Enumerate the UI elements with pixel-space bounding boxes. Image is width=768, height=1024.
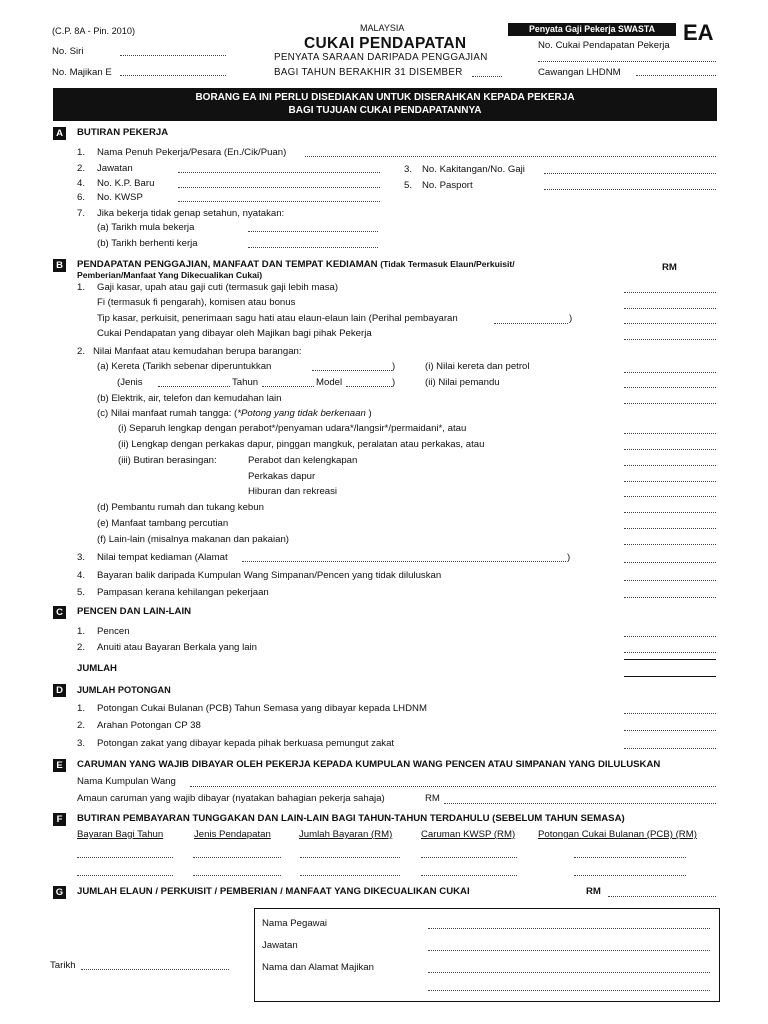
f-r2-year[interactable] bbox=[77, 875, 173, 876]
f-r1-pcb[interactable] bbox=[574, 857, 686, 858]
date-field[interactable] bbox=[81, 969, 229, 970]
total-line-bottom bbox=[624, 676, 716, 677]
b2c-label-text: (c) Nilai manfaat rumah tangga: ( bbox=[97, 408, 238, 419]
a6-label: No. KWSP bbox=[97, 192, 143, 203]
f-r1-year[interactable] bbox=[77, 857, 173, 858]
section-g-letter: G bbox=[53, 886, 66, 899]
section-g-title: JUMLAH ELAUN / PERKUISIT / PEMBERIAN / MANFAAT YANG DIKECUALIKAN CUKAI bbox=[77, 886, 470, 897]
country-label: MALAYSIA bbox=[360, 23, 405, 33]
b2d-amount[interactable] bbox=[624, 512, 716, 513]
b2a-tahun-label: Tahun bbox=[232, 377, 259, 388]
b5-amount[interactable] bbox=[624, 597, 716, 598]
pcb-amount[interactable] bbox=[624, 713, 716, 714]
total-line-top bbox=[624, 659, 716, 660]
b2b-amount[interactable] bbox=[624, 403, 716, 404]
b2a-jenis-label: (Jenis bbox=[117, 377, 143, 388]
a4-label: No. K.P. Baru bbox=[97, 178, 155, 189]
car-year-field[interactable] bbox=[262, 386, 314, 387]
banner-line-2: BAGI TUJUAN CUKAI PENDAPATANNYA bbox=[288, 105, 482, 116]
form-subtitle-1: PENYATA SARAAN DARIPADA PENGGAJIAN bbox=[274, 52, 488, 63]
b2-label: Nilai Manfaat atau kemudahan berupa barangan: bbox=[93, 346, 302, 357]
tax-number-field[interactable] bbox=[538, 61, 716, 62]
no-siri-field[interactable] bbox=[120, 55, 226, 56]
section-b-title-note-2: Pemberian/Manfaat Yang Dikecualikan Cukai) bbox=[77, 270, 263, 280]
b2a-model-label: Model bbox=[316, 377, 343, 388]
d1-label: Potongan Cukai Bulanan (PCB) Tahun Semasa yang dibayar kepada LHDNM bbox=[97, 703, 427, 714]
b5-num: 5. bbox=[77, 587, 86, 598]
b2c-i-label: (i) Separuh lengkap dengan perabot*/penyaman udara*/langsir*/permaidani*, atau bbox=[118, 423, 467, 434]
f-r2-pcb[interactable] bbox=[574, 875, 686, 876]
b2c-ii-label: (ii) Lengkap dengan perkakas dapur, pinggan mangkuk, peralatan atau perkakas, atau bbox=[118, 439, 485, 450]
officer-name-label: Nama Pegawai bbox=[262, 918, 328, 929]
no-majikan-field[interactable] bbox=[120, 75, 226, 76]
section-d-letter: D bbox=[53, 684, 66, 697]
f-col-amount: Jumlah Bayaran (RM) bbox=[299, 829, 393, 840]
car-date-field[interactable] bbox=[312, 370, 392, 371]
b3-close: ) bbox=[567, 552, 571, 563]
b1a-amount[interactable] bbox=[624, 292, 716, 293]
section-b-rm-header: RM bbox=[662, 262, 677, 273]
b1b-label: Fi (termasuk fi pengarah), komisen atau bonus bbox=[97, 297, 296, 308]
b2c-label bbox=[97, 408, 372, 420]
f-r1-amount[interactable] bbox=[300, 857, 400, 858]
section-b-title-main: PENDAPATAN PENGGAJIAN, MANFAAT DAN TEMPAT KEDIAMAN bbox=[77, 259, 378, 270]
car-model-field[interactable] bbox=[346, 386, 392, 387]
b1c-close: ) bbox=[569, 313, 573, 324]
form-id-ea: EA bbox=[683, 20, 714, 45]
section-b-letter: B bbox=[53, 259, 66, 272]
kwsp-field[interactable] bbox=[178, 201, 380, 202]
b4-label: Bayaran balik daripada Kumpulan Wang Simpanan/Pencen yang tidak diluluskan bbox=[97, 570, 442, 581]
b2c-close: ) bbox=[368, 408, 372, 419]
b2d-label: (d) Pembantu rumah dan tukang kebun bbox=[97, 502, 264, 513]
b1d-label: Cukai Pendapatan yang dibayar oleh Majikan bagi pihak Pekerja bbox=[97, 328, 372, 339]
a2-label: Jawatan bbox=[97, 163, 133, 174]
instruction-banner bbox=[53, 88, 717, 121]
b2a-model-close: ) bbox=[392, 377, 396, 388]
officer-position-field[interactable] bbox=[428, 950, 710, 951]
cp38-amount[interactable] bbox=[624, 730, 716, 731]
f-r2-kwsp[interactable] bbox=[421, 875, 517, 876]
passport-field[interactable] bbox=[544, 189, 716, 190]
a5-label: No. Pasport bbox=[422, 180, 473, 191]
e2-rm: RM bbox=[425, 793, 440, 804]
fund-name-field[interactable] bbox=[190, 786, 716, 787]
b2c-iii-entertainment: Hiburan dan rekreasi bbox=[248, 486, 338, 497]
e2-label: Amaun caruman yang wajib dibayar (nyatakan bahagian pekerja sahaja) bbox=[77, 793, 385, 804]
b2c-iii-label: (iii) Butiran berasingan: bbox=[118, 455, 217, 466]
end-date-field[interactable] bbox=[248, 247, 378, 248]
f-col-year: Bayaran Bagi Tahun bbox=[77, 829, 164, 840]
f-col-kwsp: Caruman KWSP (RM) bbox=[421, 829, 516, 840]
b2c-note: *Potong yang tidak berkenaan bbox=[237, 408, 366, 419]
b1-num: 1. bbox=[77, 282, 86, 293]
b2a-i-label: (i) Nilai kereta dan petrol bbox=[425, 361, 530, 372]
form-title: CUKAI PENDAPATAN bbox=[304, 35, 467, 52]
address-field[interactable] bbox=[242, 561, 566, 562]
f-r2-amount[interactable] bbox=[300, 875, 400, 876]
section-d-title: JUMLAH POTONGAN bbox=[77, 685, 171, 695]
b3-label: Nilai tempat kediaman (Alamat bbox=[97, 552, 228, 563]
b2c-iii-kitchen: Perkakas dapur bbox=[248, 471, 316, 482]
a7-num: 7. bbox=[77, 208, 86, 219]
a7b-label: (b) Tarikh berhenti kerja bbox=[97, 238, 198, 249]
exempt-allowance-amount[interactable] bbox=[608, 896, 716, 897]
total-label: JUMLAH bbox=[77, 663, 117, 674]
b2b-label: (b) Elektrik, air, telefon dan kemudahan lain bbox=[97, 393, 282, 404]
a2-num: 2. bbox=[77, 163, 86, 174]
branch-field[interactable] bbox=[636, 75, 716, 76]
a1-num: 1. bbox=[77, 147, 86, 158]
f-col-income-type: Jenis Pendapatan bbox=[194, 829, 271, 840]
zakat-amount[interactable] bbox=[624, 748, 716, 749]
b1b-amount[interactable] bbox=[624, 308, 716, 309]
a1-label: Nama Penuh Pekerja/Pesara (En./Cik/Puan) bbox=[97, 147, 287, 158]
furniture-amount[interactable] bbox=[624, 465, 716, 466]
section-e-title: CARUMAN YANG WAJIB DIBAYAR OLEH PEKERJA KEPADA KUMPULAN WANG PENCEN ATAU SIMPANAN YANG DILULUSKAN bbox=[77, 759, 661, 770]
ic-number-field[interactable] bbox=[178, 187, 380, 188]
section-a-title: BUTIRAN PEKERJA bbox=[77, 127, 169, 138]
b3-num: 3. bbox=[77, 552, 86, 563]
officer-position-label: Jawatan bbox=[262, 940, 298, 951]
b2-num: 2. bbox=[77, 346, 86, 357]
pension-amount[interactable] bbox=[624, 636, 716, 637]
position-field[interactable] bbox=[178, 172, 380, 173]
form-code: (C.P. 8A - Pin. 2010) bbox=[52, 26, 136, 36]
section-c-letter: C bbox=[53, 606, 66, 619]
b2a-ii-label: (ii) Nilai pemandu bbox=[425, 377, 500, 388]
section-e-letter: E bbox=[53, 759, 66, 772]
form-subtitle-2: BAGI TAHUN BERAKHIR 31 DISEMBER bbox=[274, 67, 463, 78]
b1d-amount[interactable] bbox=[624, 339, 716, 340]
f-r1-kwsp[interactable] bbox=[421, 857, 517, 858]
a4-num: 4. bbox=[77, 178, 86, 189]
b1a-label: Gaji kasar, upah atau gaji cuti (termasuk gaji lebih masa) bbox=[97, 282, 339, 293]
b1c-label: Tip kasar, perkuisit, penerimaan sagu hati atau elaun-elaun lain (Perihal pembayaran bbox=[97, 313, 458, 324]
car-type-field[interactable] bbox=[158, 386, 230, 387]
f-r2-type[interactable] bbox=[193, 875, 281, 876]
a3-num: 3. bbox=[404, 164, 413, 175]
driver-value-amount[interactable] bbox=[624, 387, 716, 388]
c1-num: 1. bbox=[77, 626, 86, 637]
employer-name-address-field-2[interactable] bbox=[428, 990, 710, 991]
a7-label: Jika bekerja tidak genap setahun, nyatakan: bbox=[97, 208, 285, 219]
section-f-title: BUTIRAN PEMBAYARAN TUNGGAKAN DAN LAIN-LAIN BAGI TAHUN-TAHUN TERDAHULU (SEBELUM TAHUN SEMASA) bbox=[77, 813, 625, 824]
b2e-label: (e) Manfaat tambang percutian bbox=[97, 518, 229, 529]
d2-num: 2. bbox=[77, 720, 86, 731]
b2e-amount[interactable] bbox=[624, 528, 716, 529]
section-b-title-note: (Tidak Termasuk Elaun/Perkuisit/ bbox=[380, 259, 515, 269]
d3-num: 3. bbox=[77, 738, 86, 749]
section-c-title: PENCEN DAN LAIN-LAIN bbox=[77, 606, 192, 617]
date-label: Tarikh bbox=[50, 960, 76, 971]
b2c-i-amount[interactable] bbox=[624, 433, 716, 434]
b2f-amount[interactable] bbox=[624, 544, 716, 545]
start-date-field[interactable] bbox=[248, 231, 378, 232]
a3-label: No. Kakitangan/No. Gaji bbox=[422, 164, 525, 175]
branch-label: Cawangan LHDNM bbox=[538, 67, 621, 78]
no-majikan-label: No. Majikan E bbox=[52, 67, 112, 78]
tax-number-label: No. Cukai Pendapatan Pekerja bbox=[538, 40, 670, 51]
contribution-amount[interactable] bbox=[444, 803, 716, 804]
b2c-iii-furniture: Perabot dan kelengkapan bbox=[248, 455, 358, 466]
c2-label: Anuiti atau Bayaran Berkala yang lain bbox=[97, 642, 257, 653]
entertainment-amount[interactable] bbox=[624, 496, 716, 497]
no-siri-label: No. Siri bbox=[52, 46, 84, 57]
f-col-pcb: Potongan Cukai Bulanan (PCB) (RM) bbox=[538, 829, 697, 840]
b4-amount[interactable] bbox=[624, 580, 716, 581]
officer-name-field[interactable] bbox=[428, 928, 710, 929]
car-value-amount[interactable] bbox=[624, 372, 716, 373]
b3-amount[interactable] bbox=[624, 562, 716, 563]
d3-label: Potongan zakat yang dibayar kepada pihak berkuasa pemungut zakat bbox=[97, 738, 395, 749]
employer-name-address-field-1[interactable] bbox=[428, 972, 710, 973]
c2-num: 2. bbox=[77, 642, 86, 653]
private-employee-badge: Penyata Gaji Pekerja SWASTA bbox=[508, 23, 676, 36]
b5-label: Pampasan kerana kehilangan pekerjaan bbox=[97, 587, 269, 598]
b2a-close: ) bbox=[392, 361, 396, 372]
b2f-label: (f) Lain-lain (misalnya makanan dan pakaian) bbox=[97, 534, 289, 545]
b2c-ii-amount[interactable] bbox=[624, 449, 716, 450]
f-r1-type[interactable] bbox=[193, 857, 281, 858]
full-name-field[interactable] bbox=[305, 156, 716, 157]
d1-num: 1. bbox=[77, 703, 86, 714]
year-field[interactable] bbox=[472, 76, 502, 77]
a5-num: 5. bbox=[404, 180, 413, 191]
c1-label: Pencen bbox=[97, 626, 130, 637]
banner-line-1: BORANG EA INI PERLU DISEDIAKAN UNTUK DISERAHKAN KEPADA PEKERJA bbox=[195, 92, 575, 103]
section-g-rm: RM bbox=[586, 886, 601, 897]
kitchen-amount[interactable] bbox=[624, 481, 716, 482]
staff-no-field[interactable] bbox=[544, 173, 716, 174]
section-a-letter: A bbox=[53, 127, 66, 140]
employer-name-address-label: Nama dan Alamat Majikan bbox=[262, 962, 374, 973]
annuity-amount[interactable] bbox=[624, 652, 716, 653]
section-f-letter: F bbox=[53, 813, 66, 826]
a7a-label: (a) Tarikh mula bekerja bbox=[97, 222, 195, 233]
a6-num: 6. bbox=[77, 192, 86, 203]
d2-label: Arahan Potongan CP 38 bbox=[97, 720, 201, 731]
b1c-description-field[interactable] bbox=[494, 323, 568, 324]
b1c-amount[interactable] bbox=[624, 323, 716, 324]
e1-label: Nama Kumpulan Wang bbox=[77, 776, 176, 787]
b4-num: 4. bbox=[77, 570, 86, 581]
b2a-label: (a) Kereta (Tarikh sebenar diperuntukkan bbox=[97, 361, 272, 372]
